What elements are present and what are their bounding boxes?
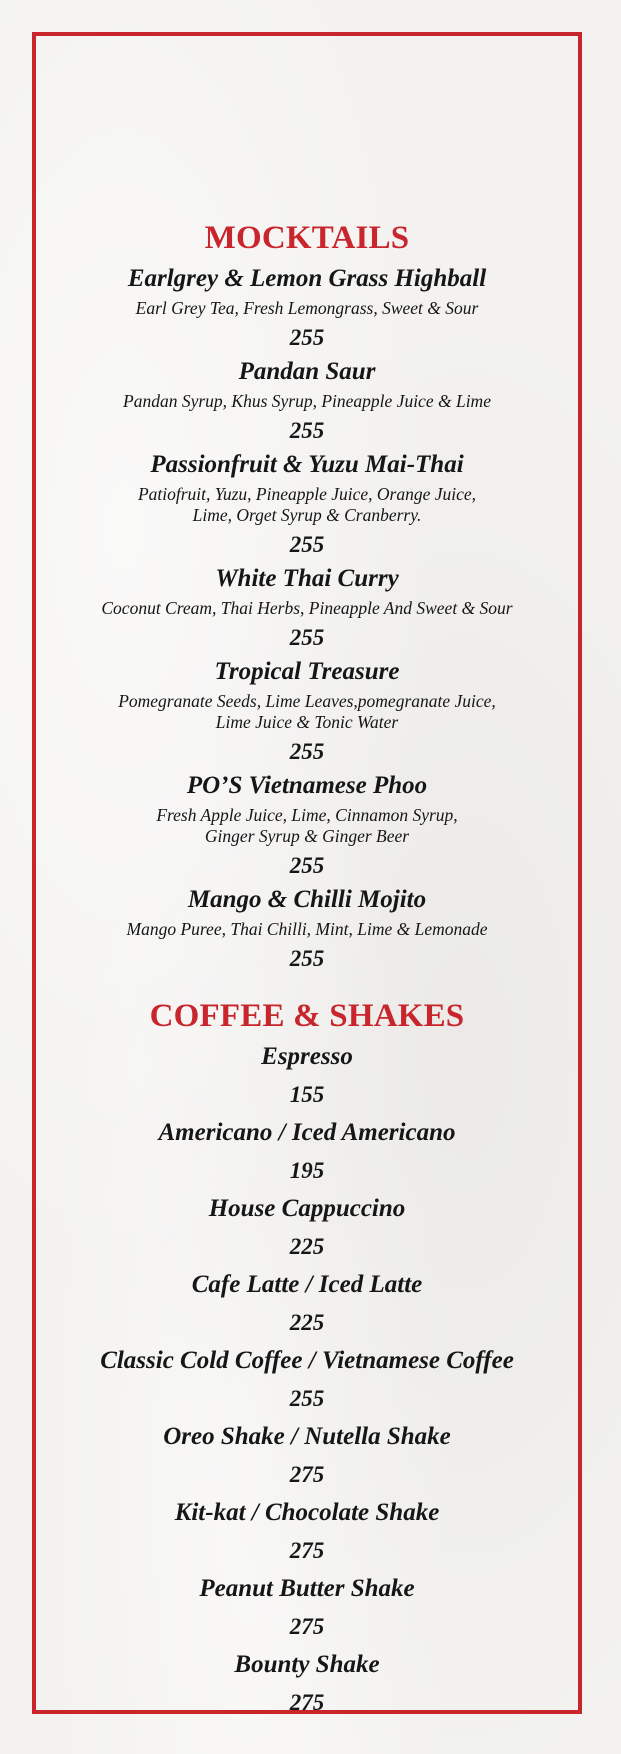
item-price: 275 <box>289 1538 325 1563</box>
item-price: 255 <box>289 946 325 971</box>
item-price: 225 <box>289 1234 325 1259</box>
menu-item <box>36 773 578 877</box>
item-name: PO’S Vietnamese Phoo <box>186 772 428 799</box>
item-name: White Thai Curry <box>215 565 399 592</box>
item-price: 155 <box>289 1082 325 1107</box>
item-name: Classic Cold Coffee / Vietnamese Coffee <box>100 1347 514 1374</box>
menu-item <box>36 359 578 442</box>
item-price: 275 <box>289 1614 325 1639</box>
menu-page <box>36 222 578 1728</box>
item-price: 275 <box>289 1690 325 1715</box>
section-title-coffee-shakes: COFFEE & SHAKES <box>149 998 465 1034</box>
menu-item <box>36 1196 578 1258</box>
item-name: Kit-kat / Chocolate Shake <box>174 1499 440 1526</box>
menu-item <box>36 659 578 763</box>
menu-item <box>36 887 578 970</box>
item-name: Bounty Shake <box>234 1651 380 1678</box>
item-name: Espresso <box>261 1043 353 1070</box>
item-name: Cafe Latte / Iced Latte <box>191 1271 423 1298</box>
item-name: Oreo Shake / Nutella Shake <box>163 1423 451 1450</box>
item-price: 255 <box>289 532 325 557</box>
item-name: Pandan Saur <box>238 358 376 385</box>
menu-item <box>36 1500 578 1562</box>
item-price: 255 <box>289 1386 325 1411</box>
item-description: Earl Grey Tea, Fresh Lemongrass, Sweet & Sour <box>135 298 479 318</box>
item-description: Pandan Syrup, Khus Syrup, Pineapple Juice & Lime <box>123 391 491 411</box>
item-description: Pomegranate Seeds, Lime Leaves,pomegranate Juice, Lime Juice & Tonic Water <box>118 691 496 732</box>
menu-item <box>36 566 578 649</box>
item-name: Peanut Butter Shake <box>199 1575 415 1602</box>
menu-item <box>36 1348 578 1410</box>
menu-item <box>36 1424 578 1486</box>
coffee-shakes-section <box>36 1000 578 1714</box>
mocktails-section <box>36 222 578 970</box>
item-price: 255 <box>289 853 325 878</box>
item-price: 255 <box>289 739 325 764</box>
item-description: Patiofruit, Yuzu, Pineapple Juice, Orange Juice, Lime, Orget Syrup & Cranberry. <box>137 484 477 525</box>
menu-item <box>36 1044 578 1106</box>
item-name: Americano / Iced Americano <box>158 1119 456 1146</box>
item-name: House Cappuccino <box>208 1195 406 1222</box>
item-price: 255 <box>289 418 325 443</box>
menu-item <box>36 1120 578 1182</box>
item-price: 255 <box>289 325 325 350</box>
item-description: Coconut Cream, Thai Herbs, Pineapple And Sweet & Sour <box>101 598 513 618</box>
menu-item <box>36 1576 578 1638</box>
item-description: Fresh Apple Juice, Lime, Cinnamon Syrup, Ginger Syrup & Ginger Beer <box>156 805 458 846</box>
menu-item <box>36 1652 578 1714</box>
section-title-mocktails: MOCKTAILS <box>204 220 410 256</box>
item-price: 225 <box>289 1310 325 1335</box>
item-price: 195 <box>289 1158 325 1183</box>
menu-item <box>36 1272 578 1334</box>
menu-item <box>36 266 578 349</box>
item-name: Mango & Chilli Mojito <box>187 886 427 913</box>
item-name: Earlgrey & Lemon Grass Highball <box>127 265 487 292</box>
item-price: 275 <box>289 1462 325 1487</box>
item-name: Passionfruit & Yuzu Mai-Thai <box>150 451 464 478</box>
item-description: Mango Puree, Thai Chilli, Mint, Lime & Lemonade <box>126 919 488 939</box>
menu-item <box>36 452 578 556</box>
item-price: 255 <box>289 625 325 650</box>
item-name: Tropical Treasure <box>214 658 400 685</box>
